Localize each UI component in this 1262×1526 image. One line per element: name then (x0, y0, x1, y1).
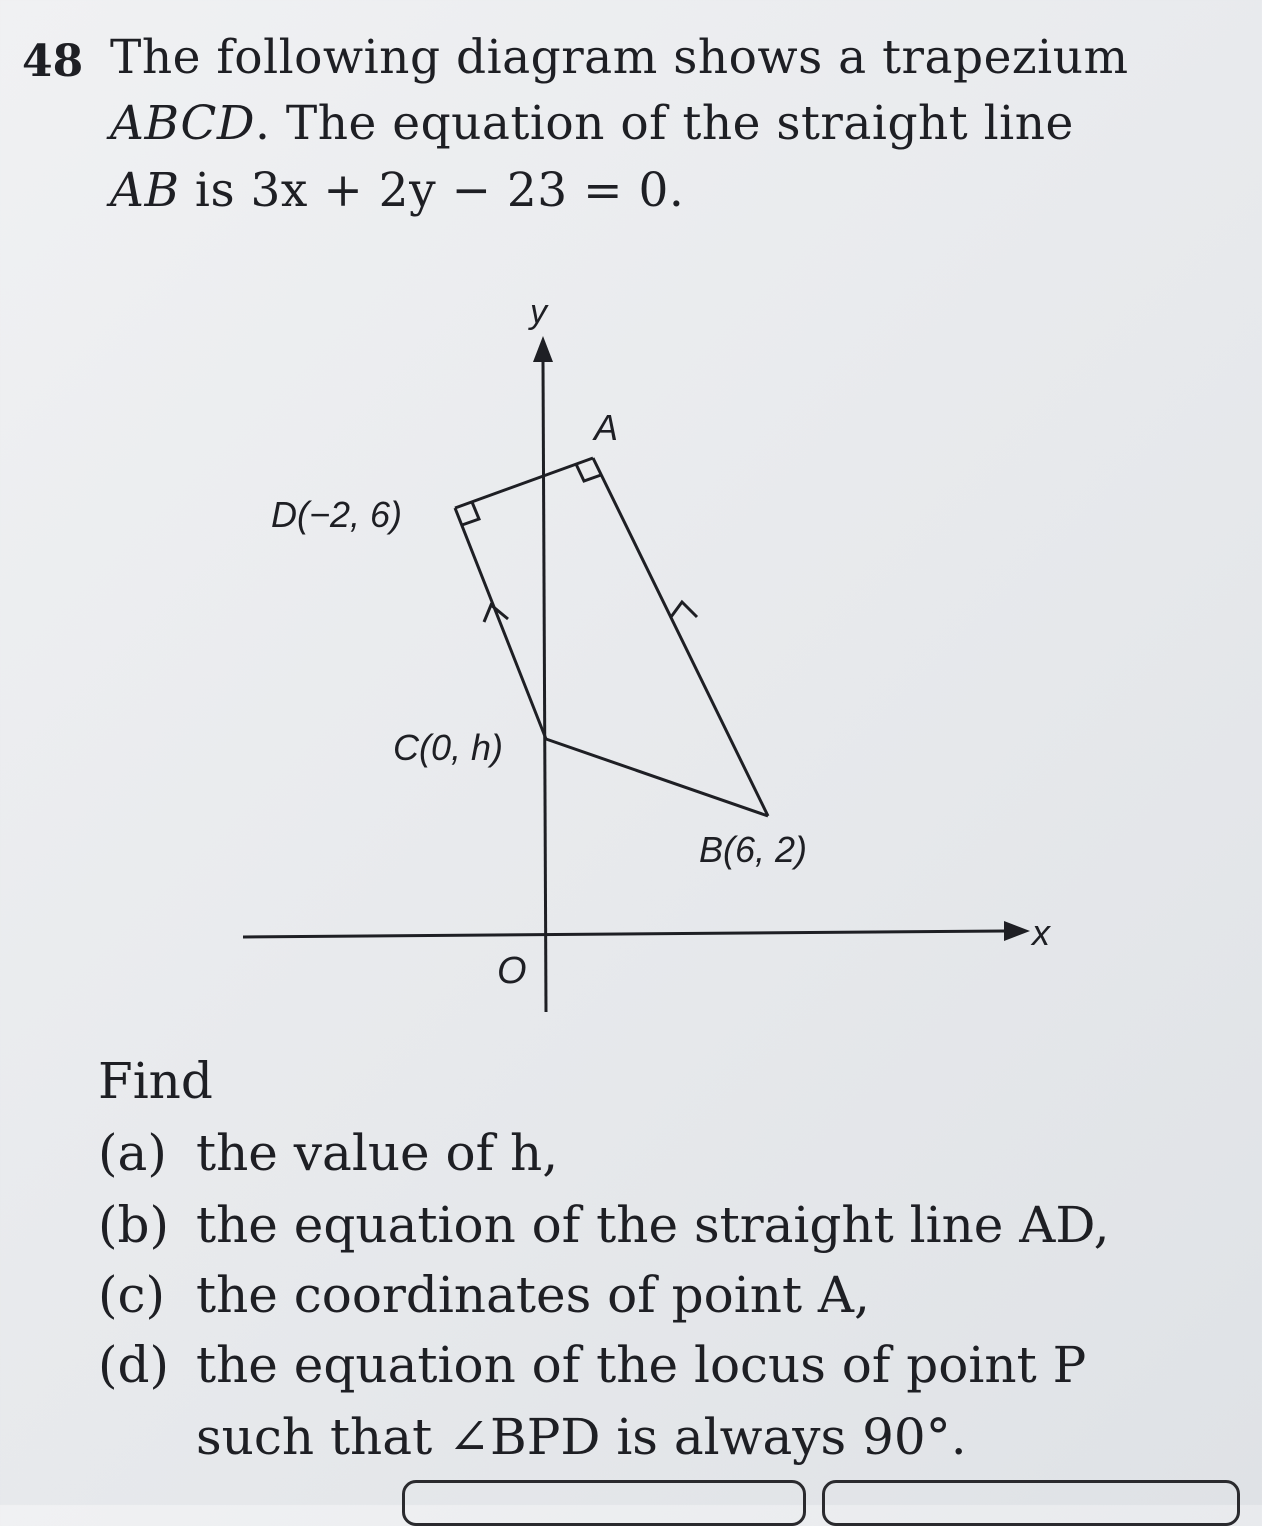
x-axis (243, 931, 1005, 937)
part-c-text: the coordinates of point A, (196, 1266, 870, 1324)
part-c-label: (c) (98, 1266, 166, 1324)
x-axis-arrowhead (1004, 921, 1030, 941)
part-d-text: the equation of the locus of point P (196, 1336, 1087, 1394)
stem-line-2-rest: . The equation of the straight line (255, 96, 1074, 151)
line-ab-equation: is 3x + 2y − 23 = 0. (179, 163, 685, 218)
question-stem-line-1: The following diagram shows a trapezium (110, 30, 1129, 85)
part-d-label: (d) (98, 1336, 170, 1394)
point-a-label: A (594, 407, 619, 448)
part-a-text: the value of h, (196, 1124, 559, 1182)
y-axis-arrowhead (533, 336, 553, 362)
point-b-label: B(6, 2) (699, 829, 808, 870)
x-axis-label: x (1032, 912, 1050, 953)
side-da (455, 458, 593, 508)
footer-tab-left (402, 1480, 806, 1526)
side-ab (593, 458, 768, 816)
question-number: 48 (22, 36, 84, 87)
find-heading: Find (98, 1052, 213, 1110)
point-c-label: C(0, h) (393, 727, 504, 768)
part-d-text-continued: such that ∠BPD is always 90°. (196, 1408, 967, 1466)
trapezium-name: ABCD (110, 96, 255, 151)
part-b-text: the equation of the straight line AD, (196, 1196, 1110, 1254)
side-cd (455, 508, 546, 739)
point-d-label: D(−2, 6) (271, 494, 403, 535)
footer-tab-right (822, 1480, 1240, 1526)
line-ab-name: AB (110, 163, 180, 218)
y-axis (543, 362, 546, 1012)
y-axis-label: y (530, 293, 547, 331)
part-a-label: (a) (98, 1124, 167, 1182)
parallel-arrow-ab (671, 602, 697, 617)
origin-label: O (497, 950, 527, 992)
part-b-label: (b) (98, 1196, 170, 1254)
